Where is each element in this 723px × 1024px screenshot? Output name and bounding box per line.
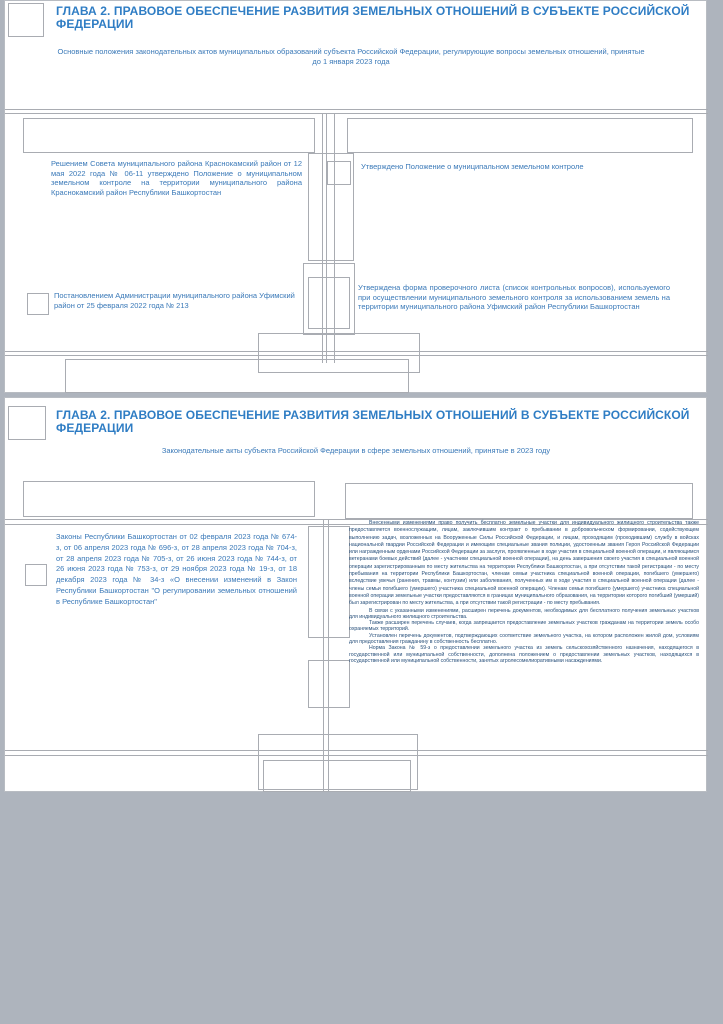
amendment-paragraph: Внесенными изменениями право получить бесплатно земельные участки для индивидуального жилищного строительства также предоставляется военнослужащим, лицам, заключившим контракт о пребывании в добровольческом формировании, содействующем выполнению задач, возложенных на Вооруженные Силы Российской Федерации, и лицам, проходящим (проходившим) службу в войсках национальной гвардии Российской Федерации и имеющим специальные звания полиции, удостоенным звания Героя Российской Федерации или награжденным орденами Российской Федерации за заслуги, проявленные в ходе участия в специальной военной операции, и являющимся ветеранами боевых действий (далее - участники специальной военной операции), на день завершения своего участия в специальной военной операции зарегистрированным по месту жительства на территории Республики Башкортостан, а при отсутствии такой регистрации - по месту пребывания на территории Республики Башкортостан, членам семьи участника специальной военной операции, погибшего (умершего) вследствие увечья (ранения, травмы, контузии) или заболевания, полученных им в ходе участия в специальной военной операции (далее - члены семьи погибшего (умершего) участника специальной военной операции). Членам семьи погибшего (умершего) участника специальной военной операции земельные участки предоставляются в границах муниципального образования, на территории которого погибший (умерший) был зарегистрирован по месту жительства, а при отсутствии такой регистрации - по месту пребывания. [349,520,699,607]
header-frame-right [345,483,693,519]
connector-frame [308,660,350,708]
slide-1 [4,0,707,393]
amendments-text [349,520,699,664]
footer-frame [263,760,411,792]
row-1-left-text: Решением Совета муниципального района Краснокамский район от 12 мая 2022 года № 06-11 утверждено Положение о муниципальном земельном контроле на территории муниципального района Краснокамский район Республики Башкортостан [51,159,302,197]
amendment-paragraph: В связи с указанными изменениями, расширен перечень документов, необходимых для бесплатного получения земельных участков для индивидуального жилищного строительства. [349,607,699,620]
slide-2 [4,397,707,792]
divider-line [5,113,708,114]
slide-subtitle: Законодательные акты субъекта Российской Федерации в сфере земельных отношений, принятые в 2023 году [161,446,551,455]
corner-frame [8,406,46,440]
amendment-paragraph: Норма Закона № 59-з о предоставлении земельного участка из земель сельскохозяйственного назначения, находящегося в государственной или муниципальной собственности, дополнена положением о предоставлении земельных участков, находящихся в государственной или муниципальной собственности, занятых агролесомелиоративными насаждениями. [349,645,699,664]
slide-title: ГЛАВА 2. ПРАВОВОЕ ОБЕСПЕЧЕНИЕ РАЗВИТИЯ ЗЕМЕЛЬНЫХ ОТНОШЕНИЙ В СУБЪЕКТЕ РОССИЙСКОЙ ФЕДЕРАЦИИ [56,4,690,31]
divider-line [5,355,708,356]
header-frame-left [23,118,315,153]
header-frame-left [23,481,315,517]
divider-line [5,750,708,751]
divider-line [5,109,708,110]
marker-square [25,564,47,586]
connector-frame [308,277,350,329]
marker-square [27,293,49,315]
amendment-paragraph: Установлен перечень документов, подтверждающих соответствие земельного участка, на котором расположен жилой дом, условиям для предоставления гражданину в собственность бесплатно. [349,632,699,646]
corner-frame [8,3,44,37]
divider-line [5,351,708,352]
divider-line [5,755,708,756]
header-frame-right [347,118,693,153]
amendment-paragraph: Также расширен перечень случаев, когда запрещается предоставление земельных участков гражданам на территории земель особо охраняемых территорий. [349,620,699,633]
connector-frame [308,526,350,638]
laws-list-text: Законы Республики Башкортостан от 02 февраля 2023 года № 674-з, от 06 апреля 2023 года № 696-з, от 28 апреля 2023 года № 704-з, от 28 апреля 2023 года № 705-з, от 26 июня 2023 года № 744-з, от 26 июня 2023 года № 753-з, от 29 ноября 2023 года № 19-з, от 18 декабря 2023 года № 34-з «О внесении изменений в Закон Республики Башкортостан "О регулировании земельных отношений в Республике Башкортостан" [56,532,297,606]
slide-subtitle: Основные положения законодательных актов муниципальных образований субъекта Российской Федерации, регулирующие вопросы земельных отношений, принятые до 1 января 2023 года [57,47,645,66]
slide-title: ГЛАВА 2. ПРАВОВОЕ ОБЕСПЕЧЕНИЕ РАЗВИТИЯ ЗЕМЕЛЬНЫХ ОТНОШЕНИЙ В СУБЪЕКТЕ РОССИЙСКОЙ ФЕДЕРАЦИИ [56,408,690,435]
row-1-right-text: Утверждено Положение о муниципальном земельном контроле [361,162,584,171]
row-2-right-text: Утверждена форма проверочного листа (список контрольных вопросов), используемого при осуществлении муниципального земельного контроля за использованием земель на территории муниципального района Уфимский район Республики Башкортостан [358,283,670,311]
marker-square [327,161,351,185]
row-2-left-text: Постановлением Администрации муниципального района Уфимский район от 25 февраля 2022 года № 213 [54,291,295,310]
footer-frame [65,359,409,393]
